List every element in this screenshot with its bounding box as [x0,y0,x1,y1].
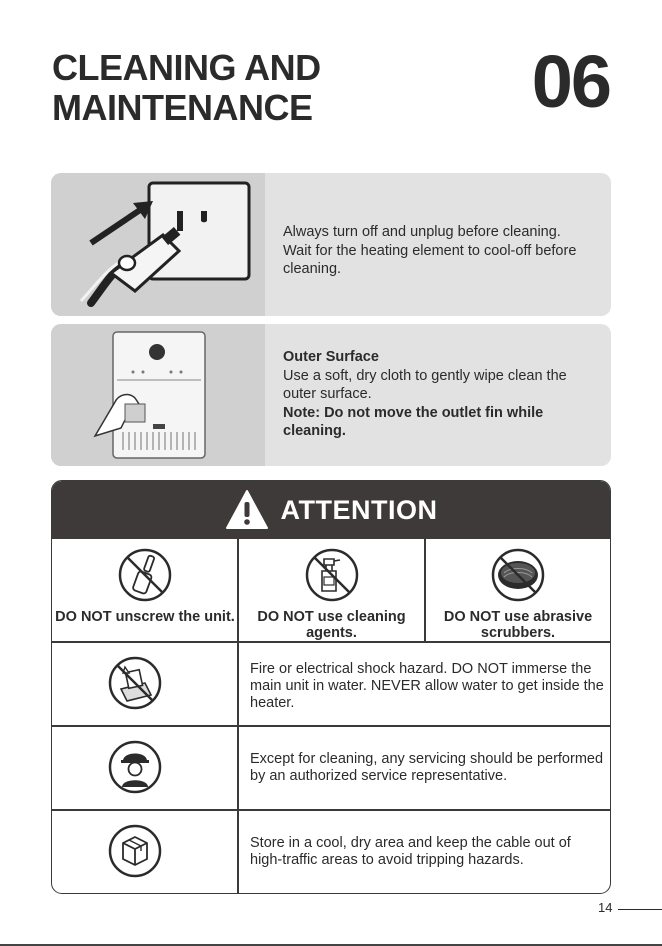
wipe-heater-illustration [51,324,265,466]
attention-header [52,481,610,539]
outer-surface-text [283,348,595,441]
heater-wipe-icon [51,324,265,466]
warning-text-water: Fire or electrical shock hazard. DO NOT immerse the main unit in water. NEVER allow water to get inside the heater. [250,661,604,711]
warning-triangle-icon [225,488,269,532]
chapter-number: 06 [531,40,610,123]
unplug-instruction-card [51,173,611,316]
plug-outlet-icon [51,173,265,316]
storage-box-icon [107,823,163,879]
outer-surface-heading: Outer Surface [283,349,379,365]
outer-surface-body: Use a soft, dry cloth to gently wipe clean the outer surface. [283,367,567,402]
warning-row-storage [52,809,610,893]
warning-text-storage: Store in a cool, dry area and keep the cable out of high-traffic areas to avoid tripping hazards. [250,835,571,868]
prohibition-no-unscrew [52,539,238,641]
attention-title: ATTENTION [280,494,438,525]
unplug-illustration [51,173,265,316]
unplug-line-2: Wait for the heating element to cool-off before cleaning. [283,242,577,277]
prohibition-no-cleaning-agents [238,539,425,641]
warning-row-servicing [52,725,610,809]
no-water-immersion-icon [107,655,163,711]
service-technician-icon [107,739,163,795]
unplug-line-1: Always turn off and unplug before cleaning. [283,224,561,240]
divider [424,539,426,641]
prohibition-label-cleaning-agents: DO NOT use cleaning agents. [257,609,406,641]
outer-surface-card [51,324,611,466]
page-title [52,48,321,128]
attention-box [51,480,611,894]
prohibition-label-abrasive: DO NOT use abrasive scrubbers. [443,609,593,641]
no-scrubber-icon [490,547,546,603]
no-screwdriver-icon [117,547,173,603]
unplug-instruction-text [283,223,595,279]
page-number: 14 [598,900,613,915]
warning-row-water [52,641,610,725]
page-title-line-1: CLEANING AND [52,47,321,88]
page-number-rule [618,909,662,910]
prohibition-no-abrasive [425,539,611,641]
outer-surface-note: Note: Do not move the outlet fin while cleaning. [283,404,544,439]
divider [237,539,239,641]
warning-text-servicing: Except for cleaning, any servicing should be performed by an authorized service representative. [250,751,604,784]
prohibition-label-unscrew: DO NOT unscrew the unit. [55,609,235,625]
page-title-line-2: MAINTENANCE [52,87,313,128]
no-cleaning-spray-icon [304,547,360,603]
